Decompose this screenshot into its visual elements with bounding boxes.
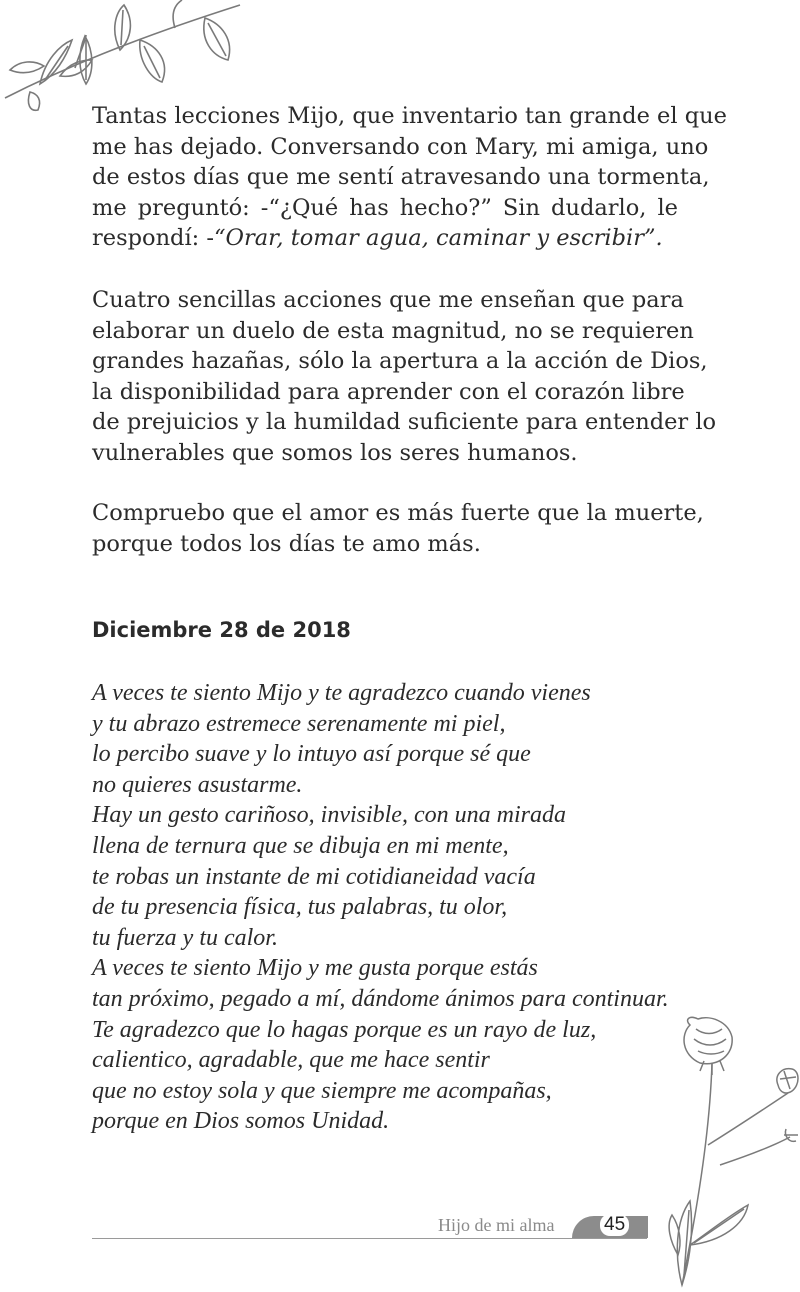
wildflower-icon <box>660 1005 800 1292</box>
text-line-prefix: respondí: - <box>92 225 214 251</box>
text-line: Cuatro sencillas acciones que me enseñan que para <box>92 287 684 313</box>
poem-line: tu fuerza y tu calor. <box>92 924 278 951</box>
poem-line: calientico, agradable, que me hace sentir <box>92 1047 490 1074</box>
quoted-answer: “Orar, tomar agua, caminar y escribir”. <box>214 225 663 251</box>
text-line <box>92 223 678 254</box>
page-number: 45 <box>600 1214 629 1236</box>
text-line: me preguntó: -“¿Qué has hecho?” Sin dudarlo, le <box>92 194 678 221</box>
text-line: de prejuicios y la humildad suficiente para entender lo <box>92 409 717 435</box>
entry-date-heading: Diciembre 28 de 2018 <box>92 618 351 642</box>
footer-rule <box>92 1238 647 1239</box>
text-line: grandes hazañas, sólo la apertura a la acción de Dios, <box>92 348 708 374</box>
poem-line: te robas un instante de mi cotidianeidad vacía <box>92 863 536 890</box>
poem-line: porque en Dios somos Unidad. <box>92 1108 390 1135</box>
text-line: elaborar un duelo de esta magnitud, no se requieren <box>92 317 694 344</box>
paragraph-2 <box>92 285 717 468</box>
text-line: Compruebo que el amor es más fuerte que la muerte, <box>92 500 704 526</box>
poem-line: Hay un gesto cariñoso, invisible, con una mirada <box>92 802 566 829</box>
poem-line: lo percibo suave y lo intuyo así porque sé que <box>92 741 531 768</box>
poem-line: Te agradezco que lo hagas porque es un rayo de luz, <box>92 1016 597 1043</box>
poem <box>92 678 669 1137</box>
poem-line: de tu presencia física, tus palabras, tu olor, <box>92 894 508 921</box>
text-line: de estos días que me sentí atravesando una tormenta, <box>92 164 710 190</box>
poem-line: que no estoy sola y que siempre me acompañas, <box>92 1077 552 1104</box>
poem-line: llena de ternura que se dibuja en mi mente, <box>92 832 509 859</box>
text-line: la disponibilidad para aprender con el corazón libre <box>92 378 685 405</box>
poem-line: no quieres asustarme. <box>92 771 303 798</box>
text-line: Tantas lecciones Mijo, que inventario tan grande el que <box>92 103 727 129</box>
text-line: me has dejado. Conversando con Mary, mi amiga, uno <box>92 133 709 160</box>
poem-line: A veces te siento Mijo y te agradezco cuando vienes <box>92 680 591 706</box>
leaf-branch-icon <box>0 0 260 115</box>
poem-line: tan próximo, pegado a mí, dándome ánimos para continuar. <box>92 985 669 1012</box>
text-line: vulnerables que somos los seres humanos. <box>92 439 578 466</box>
paragraph-1 <box>92 101 727 254</box>
poem-line: A veces te siento Mijo y me gusta porque estás <box>92 955 538 982</box>
book-title: Hijo de mi alma <box>438 1215 555 1235</box>
paragraph-3 <box>92 498 704 559</box>
poem-line: y tu abrazo estremece serenamente mi piel, <box>92 710 506 737</box>
text-line: porque todos los días te amo más. <box>92 530 481 557</box>
